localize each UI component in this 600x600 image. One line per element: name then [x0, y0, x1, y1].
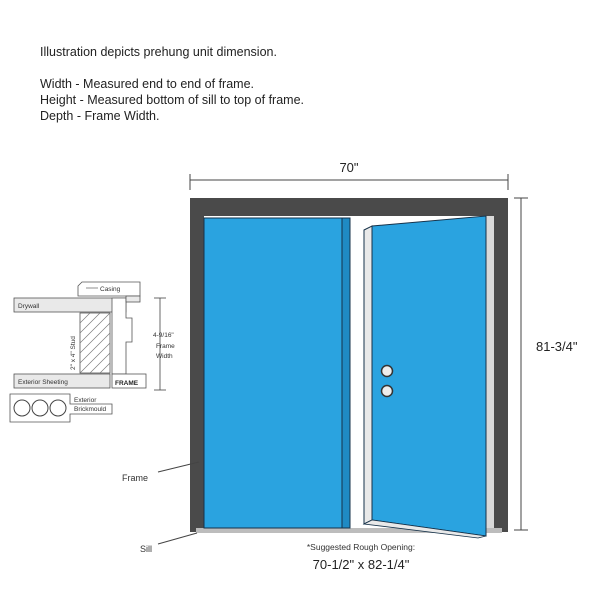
sill-callout-line: [158, 533, 197, 544]
deadbolt-icon: [382, 366, 393, 377]
height-dimension-label: 81-3/4": [536, 339, 578, 354]
height-dimension: [514, 198, 528, 530]
intro-height-line: Height - Measured bottom of sill to top of frame.: [40, 93, 305, 107]
brick-circle-icon: [50, 400, 66, 416]
intro-heading: Illustration depicts prehung unit dimension.: [40, 45, 277, 59]
exterior-sheeting-label: Exterior Sheeting: [18, 379, 68, 386]
brick-circle-icon: [14, 400, 30, 416]
frame-width-label-line1: Frame: [156, 343, 175, 350]
rough-opening-value: 70-1/2" x 82-1/4": [312, 557, 410, 572]
brickmould-label-line1: Exterior: [74, 397, 97, 404]
astragal: [342, 218, 350, 528]
sill-callout-label: Sill: [140, 544, 153, 554]
doorknob-icon: [382, 386, 393, 397]
frame-width-value-label: 4-9/16": [153, 332, 174, 339]
stud-block: [80, 313, 110, 373]
intro-depth-line: Depth - Frame Width.: [40, 109, 160, 123]
left-door-leaf: [204, 218, 342, 528]
casing-label: Casing: [100, 286, 121, 293]
brick-circle-icon: [32, 400, 48, 416]
brickmould-circles: [14, 400, 66, 416]
rough-opening-note: *Suggested Rough Opening:: [306, 542, 416, 552]
stud-label: 2" x 4" Stud: [70, 336, 77, 370]
frame-width-label-line2: Width: [156, 353, 173, 360]
width-dimension-label: 70": [339, 160, 359, 175]
brickmould-label-line2: Brickmould: [74, 406, 107, 413]
frame-section-label: FRAME: [115, 380, 139, 387]
frame-callout-label: Frame: [122, 473, 149, 483]
intro-width-line: Width - Measured end to end of frame.: [40, 77, 254, 91]
width-dimension: [190, 174, 508, 190]
drywall-label: Drywall: [18, 303, 40, 310]
casing-cap: [126, 296, 140, 302]
frame-profile: [112, 298, 132, 374]
right-door-edge: [364, 226, 372, 524]
